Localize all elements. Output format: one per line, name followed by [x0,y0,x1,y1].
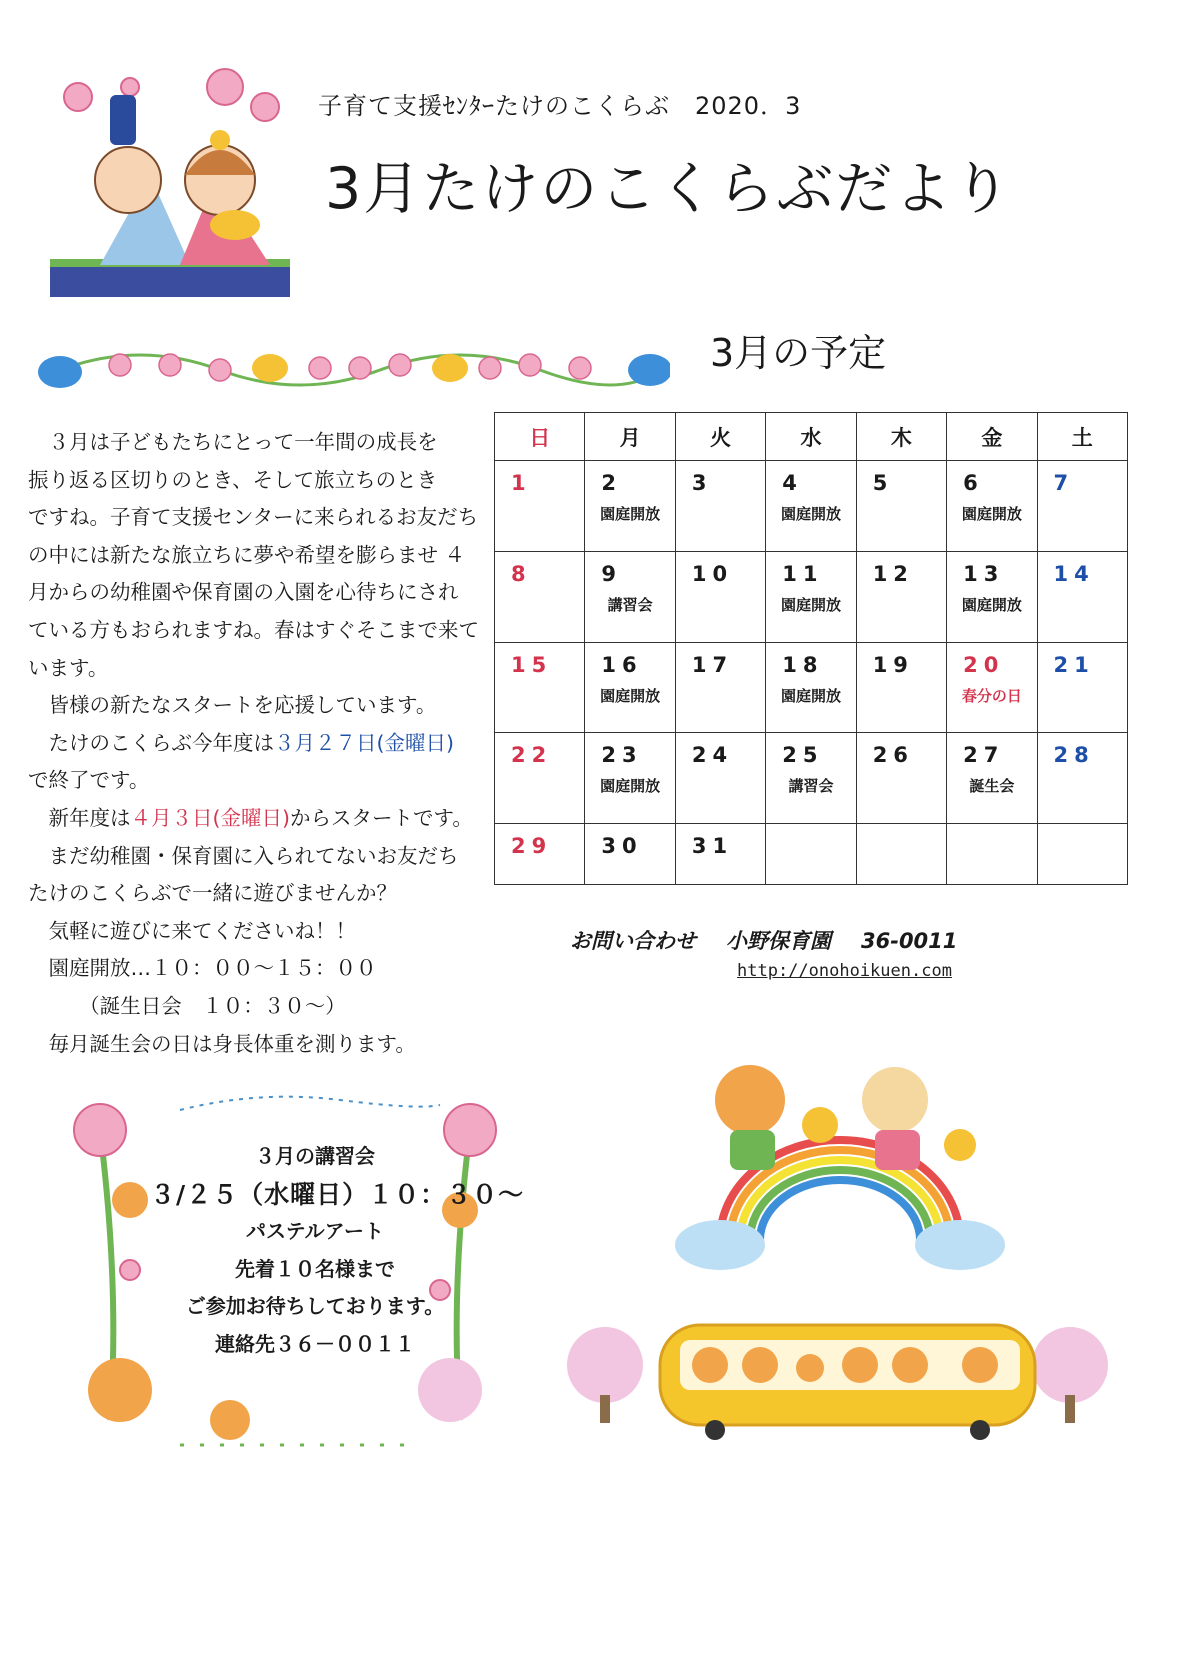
schedule-title: 3月の予定 [710,331,887,375]
calendar-day-cell [856,733,946,824]
calendar-day-cell [585,551,675,642]
calendar-day-cell [1037,733,1127,824]
calendar-day-cell [495,642,585,733]
calendar-day-number [857,824,946,860]
body-line: で終了です。 [28,768,150,793]
weekday-header: 火 [675,413,765,461]
calendar-day-number: 8 [511,561,532,586]
calendar-event-label: 春分の日 [961,686,1022,705]
calendar-day-number: 19 [872,652,914,677]
calendar-day-cell [1037,461,1127,552]
body-line: たけのこくらぶで一緒に遊びませんか？ [28,881,397,906]
body-line: （誕生日会 １０：３０～） [28,993,346,1018]
calendar-day-number [1038,824,1127,860]
calendar-day-cell [856,461,946,552]
workshop-topic: パステルアート [246,1219,384,1243]
calendar-week-row [495,824,1128,885]
start-date: ４月３日(金曜日) [130,805,290,830]
body-line: まだ幼稚園・保育園に入られてないお友だち [28,843,459,868]
workshop-contact: 連絡先３６－００１１ [215,1331,415,1356]
calendar-day-cell [856,824,946,885]
calendar-day-cell [766,733,856,824]
workshop-title: ３月の講習会 [255,1144,375,1168]
weekday-header: 土 [1037,413,1127,461]
calendar-day-cell [675,824,765,885]
calendar-day-cell [947,461,1037,552]
body-line: ３月は子どもたちにとって一年間の成長を [28,430,438,454]
calendar-day-number: 11 [782,561,824,586]
rainbow-animals-illustration [660,1040,1020,1280]
weekday-header: 金 [947,413,1037,461]
calendar-day-number: 9 [601,561,623,586]
calendar-day-number: 16 [601,652,643,677]
calendar-day-number: 18 [782,652,824,677]
calendar-day-cell [495,733,585,824]
calendar-day-cell [675,642,765,733]
contact-line [570,925,987,955]
calendar-day-cell [766,642,856,733]
weekday-header: 日 [495,413,585,461]
contact-phone: 36-0011 [861,929,958,953]
body-line: います。 [28,655,109,680]
website-link[interactable]: http://onohoikuen.com [737,961,952,981]
calendar-day-number: 22 [511,743,553,768]
workshop-message: ご参加お待ちしております。 [185,1294,445,1318]
workshop-capacity: 先着１０名様まで [235,1256,395,1281]
calendar-day-number: 26 [872,743,914,768]
hina-dolls-illustration [40,55,300,300]
calendar-week-row [495,733,1128,824]
calendar-day-cell [947,551,1037,642]
weekday-header: 木 [856,413,946,461]
calendar-day-cell [766,461,856,552]
calendar-day-number: 4 [782,471,803,495]
body-line: 皆様の新たなスタートを応援しています。 [28,693,437,718]
calendar-day-number: 24 [691,743,734,768]
calendar-week-row [495,551,1128,642]
calendar-day-number: 27 [963,743,1005,768]
flower-garland-decoration [20,340,670,400]
calendar-day-cell [766,551,856,642]
weekday-header: 月 [585,413,675,461]
calendar-event-label: 園庭開放 [961,595,1022,614]
calendar-day-cell [1037,551,1127,642]
body-line: 振り返る区切りのとき、そして旅立ちのとき [28,467,438,492]
calendar-day-number: 20 [963,652,1005,677]
calendar-day-number: 13 [963,561,1005,586]
calendar-day-cell [947,733,1037,824]
end-date: ３月２７日(金曜日) [274,730,454,755]
body-line: 月からの幼稚園や保育園の入園を心待ちにされ [28,580,459,605]
calendar-event-label: 園庭開放 [780,505,841,523]
calendar-event-label: 園庭開放 [600,505,661,523]
calendar-event-label: 講習会 [788,777,834,796]
body-line: の中には新たな旅立ちに夢や希望を膨らませ ４ [28,542,466,567]
calendar-event-label: 園庭開放 [600,777,661,796]
calendar-day-cell [947,824,1037,885]
calendar-event-label: 園庭開放 [780,595,841,614]
calendar-day-cell [585,642,675,733]
calendar-day-number: 28 [1053,743,1095,768]
end-date-line: たけのこくらぶ今年度は３月２７日(金曜日) [28,730,454,755]
calendar-event-label: 誕生会 [969,777,1015,796]
workshop-notice [150,1138,525,1363]
calendar-day-number: 2 [601,471,623,495]
calendar-day-number: 3 [691,471,713,495]
bus-illustration [560,1320,1120,1440]
weekday-header: 水 [766,413,856,461]
calendar-day-number [766,824,855,860]
calendar-day-cell [675,733,765,824]
calendar-day-cell [1037,824,1127,885]
calendar-day-cell [495,824,585,885]
calendar-day-number: 5 [872,471,894,495]
calendar-event-label: 園庭開放 [600,686,661,705]
calendar-day-cell [675,461,765,552]
body-line: ている方もおられますね。春はすぐそこまで来て [28,617,479,642]
calendar-day-number: 31 [691,834,734,858]
calendar-day-number: 10 [691,561,734,586]
calendar-day-cell [947,642,1037,733]
calendar-day-cell [766,824,856,885]
calendar-day-number [947,824,1036,860]
calendar-day-cell [495,551,585,642]
calendar-day-number: 12 [872,561,914,586]
calendar-day-number: 17 [691,652,734,677]
start-date-line: 新年度は４月３日(金曜日)からスタートです。 [28,805,473,830]
body-text [28,424,498,1063]
body-line: ですね。子育て支援センターに来られるお友だち [28,505,479,530]
calendar-day-cell [585,824,675,885]
calendar-day-cell [856,642,946,733]
calendar-event-label: 園庭開放 [780,686,841,705]
newsletter-title: 3月たけのこくらぶだより [325,156,1013,222]
contact-label: お問い合わせ [570,929,696,953]
calendar-day-number: 30 [601,834,643,858]
calendar-event-label: 園庭開放 [961,505,1022,523]
calendar-week-row [495,642,1128,733]
body-line: 園庭開放…１０：００～１５：００ [28,956,377,981]
workshop-date: ３/２５（水曜日）１０：３０～ [150,1179,525,1209]
calendar-day-cell [585,733,675,824]
calendar-week-row [495,461,1128,552]
calendar-day-number: 29 [511,834,553,858]
calendar-day-cell [495,461,585,552]
calendar-day-cell [856,551,946,642]
calendar-day-number: 21 [1053,652,1095,677]
contact-name: 小野保育園 [726,929,831,953]
calendar-day-number: 23 [601,743,643,768]
calendar-day-number: 6 [963,471,984,495]
calendar-day-number: 14 [1053,561,1095,586]
calendar-day-cell [1037,642,1127,733]
calendar-day-number: 1 [511,471,532,495]
calendar-day-cell [585,461,675,552]
calendar-day-number: 25 [782,743,824,768]
calendar-day-number: 15 [511,652,553,677]
calendar-day-cell [675,551,765,642]
calendar-event-label: 講習会 [607,595,653,614]
schedule-calendar [494,412,1128,885]
body-line: 気軽に遊びに来てくださいね！！ [28,918,356,943]
body-line: 毎月誕生会の日は身長体重を測ります。 [28,1031,416,1056]
newsletter-subtitle: 子育て支援ｾﾝﾀｰたけのこくらぶ 2020．3 [318,92,802,120]
calendar-day-number: 7 [1053,471,1075,495]
weekday-header-row [495,413,1128,461]
